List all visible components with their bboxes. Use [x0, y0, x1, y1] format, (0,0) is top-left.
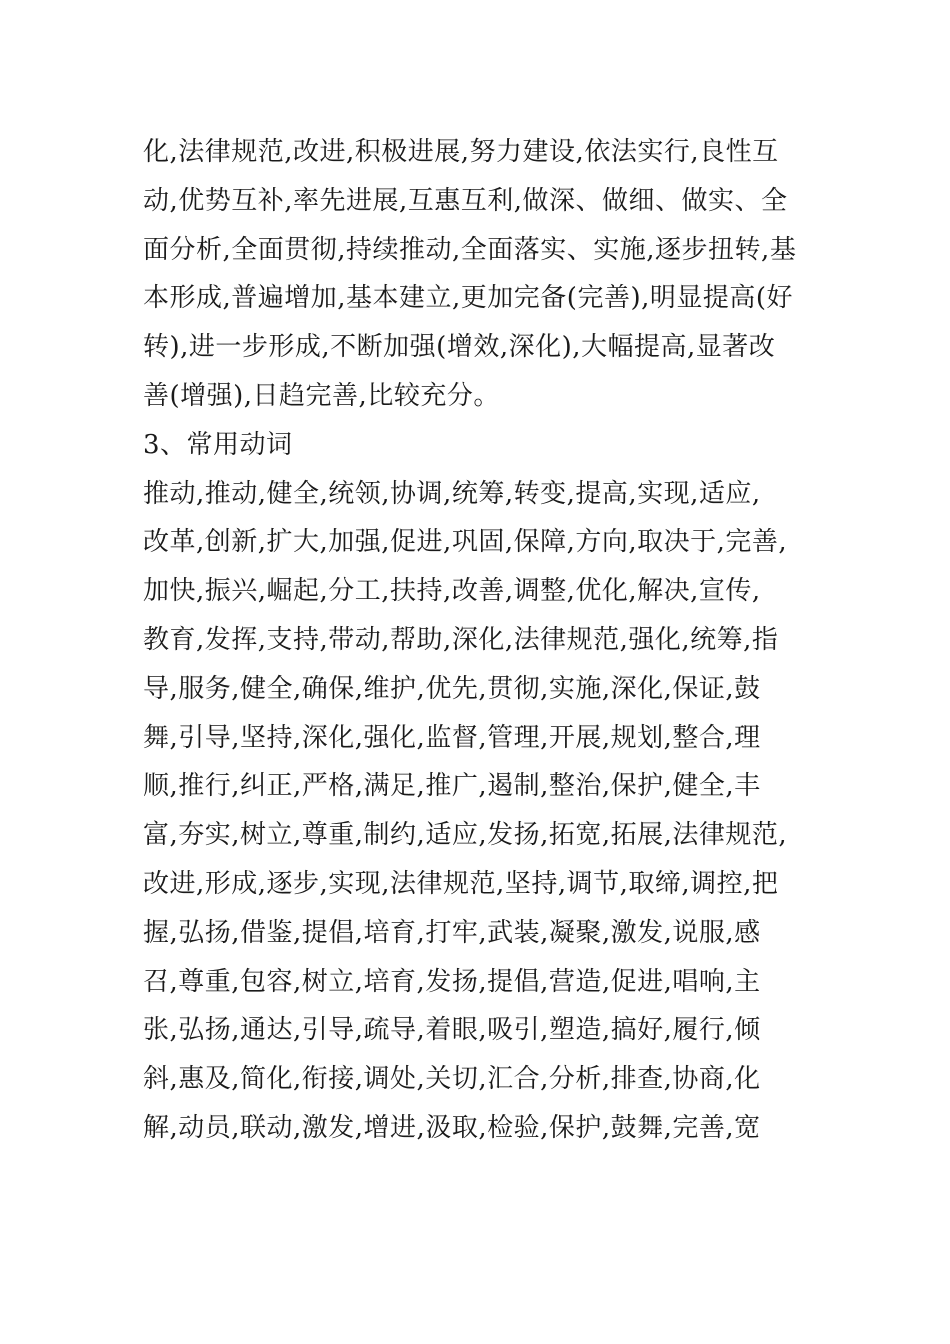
text-line: 富,夯实,树立,尊重,制约,适应,发扬,拓宽,拓展,法律规范,: [143, 820, 788, 851]
text-line: 动,优势互补,率先进展,互惠互利,做深、做细、做实、全: [143, 185, 788, 216]
text-line: 改进,形成,逐步,实现,法律规范,坚持,调节,取缔,调控,把: [143, 868, 779, 899]
text-line: 教育,发挥,支持,带动,帮助,深化,法律规范,强化,统筹,指: [143, 624, 779, 655]
text-line: 握,弘扬,借鉴,提倡,培育,打牢,武装,凝聚,激发,说服,感: [143, 917, 761, 948]
text-line: 推动,推动,健全,统领,协调,统筹,转变,提高,实现,适应,: [143, 478, 761, 509]
body-text: [143, 128, 823, 1153]
text-line: 张,弘扬,通达,引导,疏导,着眼,吸引,塑造,搞好,履行,倾: [143, 1015, 761, 1046]
text-line: 化,法律规范,改进,积极进展,努力建设,依法实行,良性互: [143, 137, 779, 167]
text-line: 改革,创新,扩大,加强,促进,巩固,保障,方向,取决于,完善,: [143, 527, 788, 558]
text-line: 解,动员,联动,激发,增进,汲取,检验,保护,鼓舞,完善,宽: [143, 1112, 761, 1143]
text-line: 召,尊重,包容,树立,培育,发扬,提倡,营造,促进,唱响,主: [143, 966, 761, 997]
text-line: 善(增强),日趋完善,比较充分。: [143, 380, 500, 411]
text-line: 斜,惠及,简化,衔接,调处,关切,汇合,分析,排查,协商,化: [143, 1064, 761, 1095]
text-line: 顺,推行,纠正,严格,满足,推广,遏制,整治,保护,健全,丰: [143, 771, 761, 802]
section-heading: 3、常用动词: [143, 429, 293, 460]
text-line: 转),进一步形成,不断加强(增效,深化),大幅提高,显著改: [143, 332, 776, 363]
text-line: 导,服务,健全,确保,维护,优先,贯彻,实施,深化,保证,鼓: [143, 673, 761, 704]
text-line: 本形成,普遍增加,基本建立,更加完备(完善),明显提高(好: [143, 283, 793, 314]
text-line: 舞,引导,坚持,深化,强化,监督,管理,开展,规划,整合,理: [143, 722, 761, 753]
text-line: 面分析,全面贯彻,持续推动,全面落实、实施,逐步扭转,基: [143, 234, 797, 265]
text-line: 加快,振兴,崛起,分工,扶持,改善,调整,优化,解决,宣传,: [143, 576, 761, 607]
